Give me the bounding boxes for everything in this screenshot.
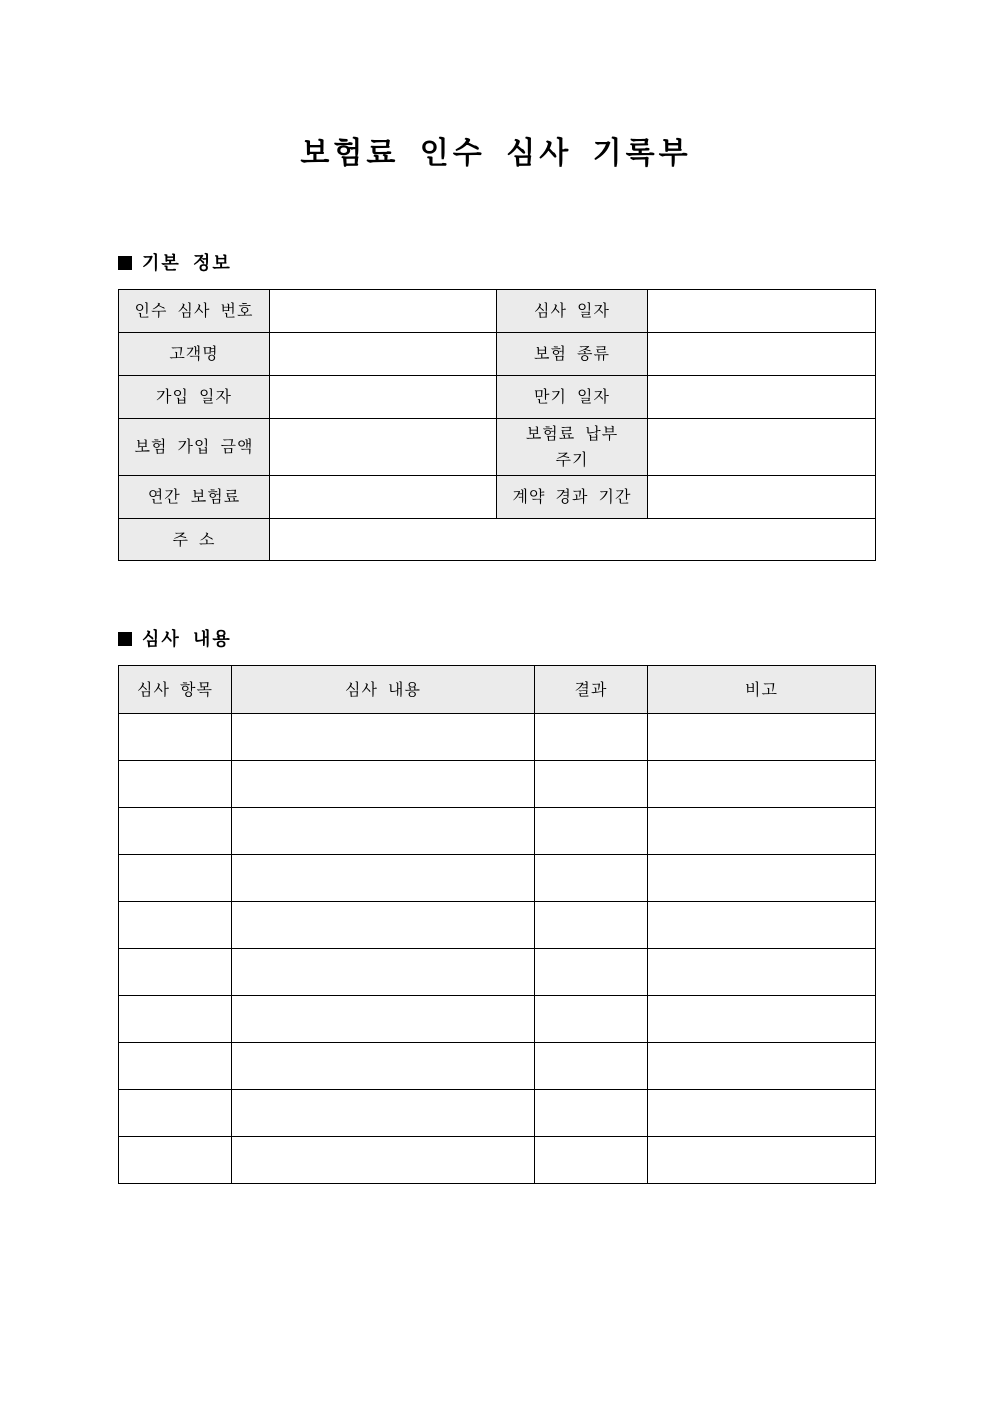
table-cell[interactable] bbox=[119, 855, 232, 902]
field-value[interactable] bbox=[270, 333, 497, 376]
table-row bbox=[119, 949, 876, 996]
section-heading-review bbox=[118, 627, 232, 653]
table-row bbox=[119, 996, 876, 1043]
table-cell[interactable] bbox=[648, 1137, 876, 1184]
table-cell[interactable] bbox=[535, 714, 648, 761]
document-title: 보험료 인수 심사 기록부 bbox=[300, 136, 692, 171]
table-cell[interactable] bbox=[232, 855, 535, 902]
table-cell[interactable] bbox=[232, 902, 535, 949]
review-header-row bbox=[119, 666, 876, 714]
field-label: 보험 가입 금액 bbox=[119, 419, 270, 476]
info-row bbox=[119, 333, 876, 376]
column-header: 심사 내용 bbox=[232, 666, 535, 714]
field-value[interactable] bbox=[270, 290, 497, 333]
address-value[interactable] bbox=[270, 519, 876, 561]
field-value[interactable] bbox=[648, 476, 876, 519]
column-header: 심사 항목 bbox=[119, 666, 232, 714]
table-cell[interactable] bbox=[648, 808, 876, 855]
table-cell[interactable] bbox=[648, 855, 876, 902]
review-table bbox=[118, 665, 876, 1184]
field-label: 고객명 bbox=[119, 333, 270, 376]
table-row bbox=[119, 855, 876, 902]
table-row bbox=[119, 714, 876, 761]
table-cell[interactable] bbox=[535, 996, 648, 1043]
table-cell[interactable] bbox=[119, 714, 232, 761]
table-row bbox=[119, 808, 876, 855]
table-cell[interactable] bbox=[648, 761, 876, 808]
field-label: 보험료 납부 주기 bbox=[497, 419, 648, 476]
table-cell[interactable] bbox=[232, 761, 535, 808]
table-cell[interactable] bbox=[648, 902, 876, 949]
info-row-address bbox=[119, 519, 876, 561]
section-heading-basic-info bbox=[118, 251, 232, 277]
field-value[interactable] bbox=[648, 376, 876, 419]
info-row bbox=[119, 419, 876, 476]
field-label: 인수 심사 번호 bbox=[119, 290, 270, 333]
table-row bbox=[119, 902, 876, 949]
table-cell[interactable] bbox=[648, 1090, 876, 1137]
table-cell[interactable] bbox=[119, 949, 232, 996]
table-cell[interactable] bbox=[232, 808, 535, 855]
table-cell[interactable] bbox=[535, 808, 648, 855]
table-cell[interactable] bbox=[232, 949, 535, 996]
table-cell[interactable] bbox=[232, 1043, 535, 1090]
table-cell[interactable] bbox=[119, 996, 232, 1043]
table-cell[interactable] bbox=[232, 996, 535, 1043]
field-value[interactable] bbox=[270, 419, 497, 476]
field-label: 보험 종류 bbox=[497, 333, 648, 376]
table-cell[interactable] bbox=[119, 1090, 232, 1137]
table-cell[interactable] bbox=[535, 855, 648, 902]
field-value[interactable] bbox=[648, 333, 876, 376]
square-bullet-icon bbox=[118, 256, 132, 270]
table-cell[interactable] bbox=[535, 1090, 648, 1137]
table-cell[interactable] bbox=[232, 714, 535, 761]
table-row bbox=[119, 1137, 876, 1184]
table-cell[interactable] bbox=[232, 1090, 535, 1137]
table-cell[interactable] bbox=[119, 1137, 232, 1184]
address-label: 주 소 bbox=[119, 519, 270, 561]
section-heading-label: 기본 정보 bbox=[142, 253, 232, 274]
table-cell[interactable] bbox=[648, 996, 876, 1043]
basic-info-table bbox=[118, 289, 876, 561]
table-cell[interactable] bbox=[535, 902, 648, 949]
table-cell[interactable] bbox=[119, 808, 232, 855]
table-cell[interactable] bbox=[535, 1137, 648, 1184]
square-bullet-icon bbox=[118, 632, 132, 646]
table-cell[interactable] bbox=[648, 1043, 876, 1090]
table-cell[interactable] bbox=[648, 949, 876, 996]
column-header: 비고 bbox=[648, 666, 876, 714]
column-header: 결과 bbox=[535, 666, 648, 714]
field-label: 심사 일자 bbox=[497, 290, 648, 333]
field-label: 만기 일자 bbox=[497, 376, 648, 419]
table-cell[interactable] bbox=[535, 949, 648, 996]
field-label: 계약 경과 기간 bbox=[497, 476, 648, 519]
field-value[interactable] bbox=[648, 419, 876, 476]
field-label: 연간 보험료 bbox=[119, 476, 270, 519]
table-row bbox=[119, 1090, 876, 1137]
field-value[interactable] bbox=[270, 476, 497, 519]
table-row bbox=[119, 761, 876, 808]
field-value[interactable] bbox=[270, 376, 497, 419]
table-cell[interactable] bbox=[119, 1043, 232, 1090]
table-cell[interactable] bbox=[119, 761, 232, 808]
table-cell[interactable] bbox=[535, 1043, 648, 1090]
info-row bbox=[119, 376, 876, 419]
table-cell[interactable] bbox=[648, 714, 876, 761]
field-value[interactable] bbox=[648, 290, 876, 333]
section-heading-label: 심사 내용 bbox=[142, 629, 232, 650]
table-row bbox=[119, 1043, 876, 1090]
table-cell[interactable] bbox=[119, 902, 232, 949]
field-label: 가입 일자 bbox=[119, 376, 270, 419]
info-row bbox=[119, 290, 876, 333]
table-cell[interactable] bbox=[232, 1137, 535, 1184]
info-row bbox=[119, 476, 876, 519]
table-cell[interactable] bbox=[535, 761, 648, 808]
